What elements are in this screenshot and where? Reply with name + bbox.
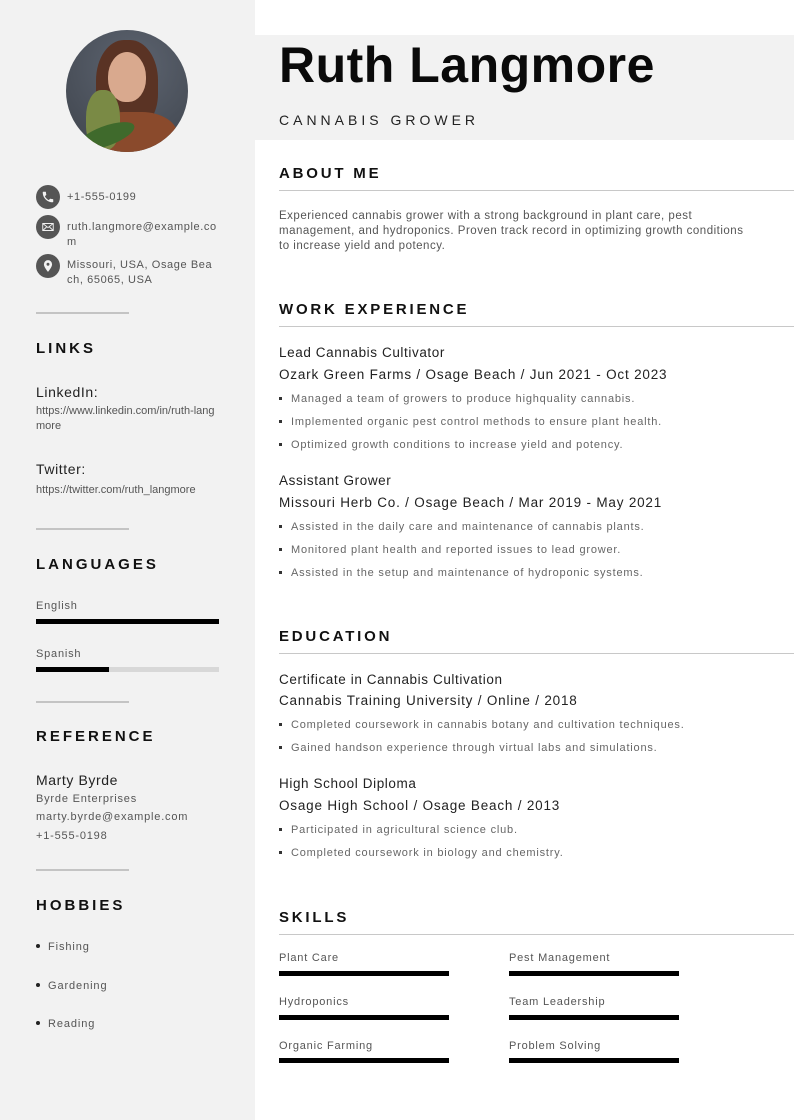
education-bullet: Participated in agricultural science club. — [279, 824, 518, 836]
skill-bar — [509, 1058, 679, 1063]
education-heading: EDUCATION — [279, 628, 393, 645]
divider — [36, 869, 129, 871]
skill-label: Pest Management — [509, 952, 611, 964]
languages-heading: LANGUAGES — [36, 556, 159, 573]
skill-label: Problem Solving — [509, 1040, 602, 1052]
section-rule — [279, 326, 794, 327]
language-label-english: English — [36, 600, 78, 612]
education-subtitle: Cannabis Training University / Online / 2018 — [279, 693, 578, 708]
section-rule — [279, 934, 794, 935]
language-bar-english — [36, 619, 219, 624]
section-rule — [279, 190, 794, 191]
language-label-spanish: Spanish — [36, 648, 82, 660]
email-icon — [36, 215, 60, 239]
contact-address — [36, 254, 226, 288]
contact-email — [36, 215, 226, 250]
candidate-name: Ruth Langmore — [279, 37, 655, 93]
job-bullet: Managed a team of growers to produce highquality cannabis. — [279, 393, 635, 405]
location-pin-icon — [36, 254, 60, 278]
profile-photo — [66, 30, 188, 152]
work-heading: WORK EXPERIENCE — [279, 301, 470, 318]
twitter-link[interactable]: https://twitter.com/ruth_langmore — [36, 484, 196, 496]
language-bar-spanish — [36, 667, 219, 672]
main-content — [255, 0, 794, 1120]
skill-bar — [509, 971, 679, 976]
job-subtitle: Missouri Herb Co. / Osage Beach / Mar 2019 - May 2021 — [279, 495, 663, 510]
skill-bar — [279, 1015, 449, 1020]
skill-bar — [279, 1058, 449, 1063]
links-heading: LINKS — [36, 340, 96, 357]
job-bullet: Optimized growth conditions to increase yield and potency. — [279, 439, 623, 451]
skill-bar — [279, 971, 449, 976]
phone-icon — [36, 185, 60, 209]
hobbies-heading: HOBBIES — [36, 897, 126, 914]
email-text[interactable]: ruth.langmore@example.com — [67, 221, 217, 248]
hobby-item: Reading — [36, 1018, 95, 1030]
reference-company: Byrde Enterprises — [36, 793, 138, 805]
phone-text: +1-555-0199 — [67, 191, 137, 203]
reference-heading: REFERENCE — [36, 728, 156, 745]
about-heading: ABOUT ME — [279, 165, 382, 182]
about-text: Experienced cannabis grower with a strong background in plant care, pest management, and hydroponics. Proven track record in optimizing growth conditions to increase yield and potency. — [279, 210, 744, 252]
linkedin-link[interactable]: https://www.linkedin.com/in/ruth-langmore — [36, 405, 215, 432]
education-bullet: Gained handson experience through virtual labs and simulations. — [279, 742, 658, 754]
candidate-role: CANNABIS GROWER — [279, 112, 480, 128]
job-title: Assistant Grower — [279, 473, 392, 488]
education-title: High School Diploma — [279, 776, 417, 791]
section-rule — [279, 653, 794, 654]
twitter-label: Twitter: — [36, 461, 86, 477]
reference-name: Marty Byrde — [36, 772, 119, 788]
divider — [36, 312, 129, 314]
sidebar — [0, 0, 255, 1120]
skill-bar — [509, 1015, 679, 1020]
skill-label: Team Leadership — [509, 996, 606, 1008]
linkedin-label: LinkedIn: — [36, 384, 99, 400]
contact-phone — [36, 185, 226, 209]
skill-label: Plant Care — [279, 952, 339, 964]
hobby-item: Fishing — [36, 941, 90, 953]
job-bullet: Assisted in the daily care and maintenance of cannabis plants. — [279, 521, 645, 533]
education-bullet: Completed coursework in cannabis botany and cultivation techniques. — [279, 719, 685, 731]
job-bullet: Implemented organic pest control methods to ensure plant health. — [279, 416, 662, 428]
job-bullet: Monitored plant health and reported issues to lead grower. — [279, 544, 621, 556]
hobby-item: Gardening — [36, 980, 107, 992]
education-bullet: Completed coursework in biology and chemistry. — [279, 847, 564, 859]
divider — [36, 701, 129, 703]
reference-phone: +1-555-0198 — [36, 830, 108, 842]
skill-label: Organic Farming — [279, 1040, 373, 1052]
education-title: Certificate in Cannabis Cultivation — [279, 672, 503, 687]
job-subtitle: Ozark Green Farms / Osage Beach / Jun 2021 - Oct 2023 — [279, 367, 668, 382]
education-subtitle: Osage High School / Osage Beach / 2013 — [279, 798, 561, 813]
skills-heading: SKILLS — [279, 909, 350, 926]
job-title: Lead Cannabis Cultivator — [279, 345, 445, 360]
skill-label: Hydroponics — [279, 996, 349, 1008]
divider — [36, 528, 129, 530]
reference-email[interactable]: marty.byrde@example.com — [36, 811, 189, 823]
address-text: Missouri, USA, Osage Beach, 65065, USA — [67, 259, 213, 286]
job-bullet: Assisted in the setup and maintenance of hydroponic systems. — [279, 567, 644, 579]
